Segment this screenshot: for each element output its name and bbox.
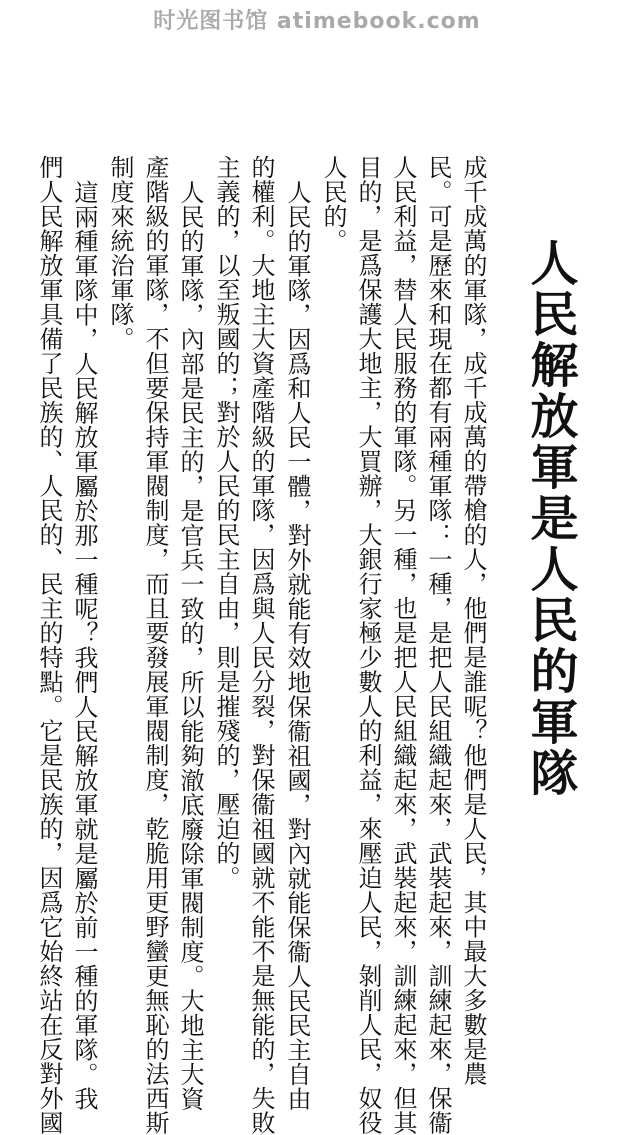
watermark: 时光图书馆 atimebook.com: [153, 9, 481, 34]
text-column-11: 制度來統治軍隊。: [106, 155, 134, 351]
text-column-4: 目的，是爲保護大地主，大買辦，大銀行家極少數人的利益，來壓迫人民，剝削人民，奴役: [354, 155, 382, 1135]
text-column-9: 人民的軍隊，內部是民主的，是官兵一致的，所以能夠澈底廢除軍閥制度。大地主大資: [176, 180, 204, 1111]
text-column-1: 成千成萬的軍隊，成千成萬的帶槍的人，他們是誰呢？他們是人民，其中最大多數是農: [459, 155, 487, 1086]
text-column-12: 這兩種軍隊中，人民解放軍屬於那一種呢？我們人民解放軍就是屬於前一種的軍隊。我: [70, 180, 98, 1111]
text-column-5: 人民的。: [319, 155, 347, 253]
text-column-7: 的權利。大地主大資產階級的軍隊，因爲與人民分裂，對保衞祖國就不能不是無能的，失敗: [247, 155, 275, 1135]
text-column-2: 民。可是歷來和現在都有兩種軍隊：一種，是把人民組織起來，武裝起來，訓練起來，保衞: [424, 155, 452, 1135]
text-column-10: 產階級的軍隊，不但要保持軍閥制度，而且要發展軍閥制度，乾脆用更野蠻更無恥的法西斯: [141, 155, 169, 1135]
page-title: 人民解放軍是人民的軍隊: [522, 238, 578, 799]
text-column-6: 人民的軍隊，因爲和人民一體，對外就能有效地保衞祖國，對內就能保衞人民民主自由: [283, 180, 311, 1111]
text-column-3: 人民利益，替人民服務的軍隊。另一種，也是把人民組織起來，武裝起來，訓練起來，但其: [389, 155, 417, 1135]
text-column-8: 主義的，以至叛國的；對於人民的民主自由，則是摧殘的，壓迫的。: [212, 155, 240, 890]
text-column-13: 們人民解放軍具備了民族的、人民的、民主的特點。它是民族的，因爲它始終站在反對外國: [35, 155, 63, 1135]
